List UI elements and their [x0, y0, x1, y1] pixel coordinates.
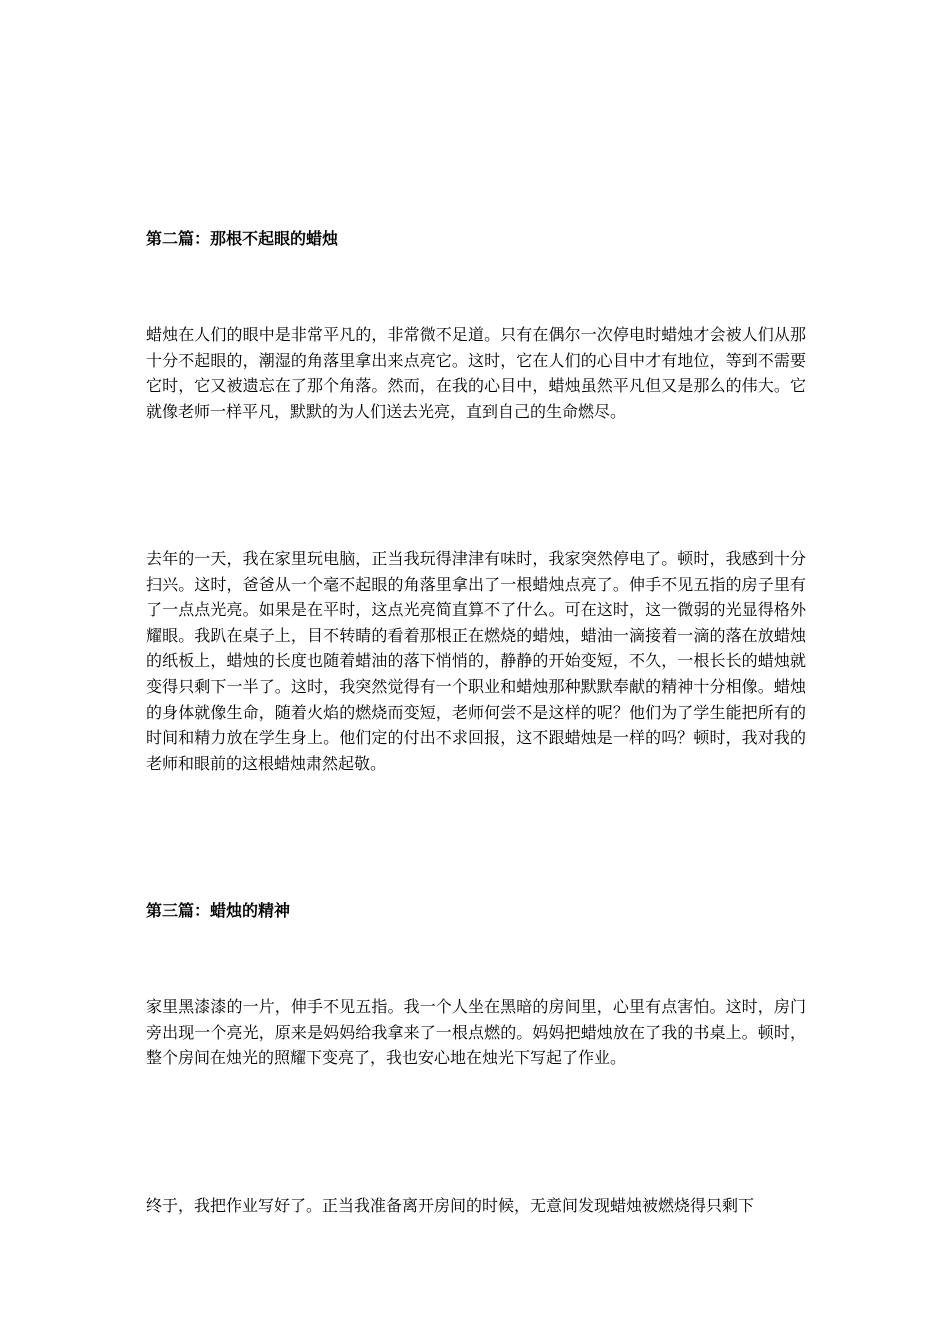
- section-2-paragraph-1: 蜡烛在人们的眼中是非常平凡的，非常微不足道。只有在偶尔一次停电时蜡烛才会被人们从那十分不起眼的，潮湿的角落里拿出来点亮它。这时，它在人们的心目中才有地位，等到不需要它时，它又被遗忘在了那个角落。然而，在我的心目中，蜡烛虽然平凡但又是那么的伟大。它就像老师一样平凡，默默的为人们送去光亮，直到自己的生命燃尽。: [146, 325, 806, 421]
- section-2-heading: 第二篇：那根不起眼的蜡烛: [146, 229, 339, 248]
- section-2-paragraph-2: 去年的一天，我在家里玩电脑，正当我玩得津津有味时，我家突然停电了。顿时，我感到十分扫兴。这时，爸爸从一个毫不起眼的角落里拿出了一根蜡烛点亮了。伸手不见五指的房子里有了一点点光亮。如果是在平时，这点光亮简直算不了什么。可在这时，这一微弱的光显得格外耀眼。我趴在桌子上，目不转睛的看着那根正在燃烧的蜡烛，蜡油一滴接着一滴的落在放蜡烛的纸板上，蜡烛的长度也随着蜡油的落下悄悄的，静静的开始变短，不久，一根长长的蜡烛就变得只剩下一半了。这时，我突然觉得有一个职业和蜡烛那种默默奉献的精神十分相像。蜡烛的身体就像生命，随着火焰的燃烧而变短，老师何尝不是这样的呢？他们为了学生能把所有的时间和精力放在学生身上。他们定的付出不求回报，这不跟蜡烛是一样的吗？顿时，我对我的老师和眼前的这根蜡烛肃然起敬。: [146, 549, 806, 773]
- section-3-heading: 第三篇：蜡烛的精神: [146, 901, 291, 920]
- section-3-paragraph-1: 家里黑漆漆的一片，伸手不见五指。我一个人坐在黑暗的房间里，心里有点害怕。这时，房门旁出现一个亮光，原来是妈妈给我拿来了一根点燃的。妈妈把蜡烛放在了我的书桌上。顿时，整个房间在烛光的照耀下变亮了，我也安心地在烛光下写起了作业。: [146, 997, 806, 1068]
- section-3-paragraph-2: 终于，我把作业写好了。正当我准备离开房间的时候，无意间发现蜡烛被燃烧得只剩下: [146, 1196, 755, 1215]
